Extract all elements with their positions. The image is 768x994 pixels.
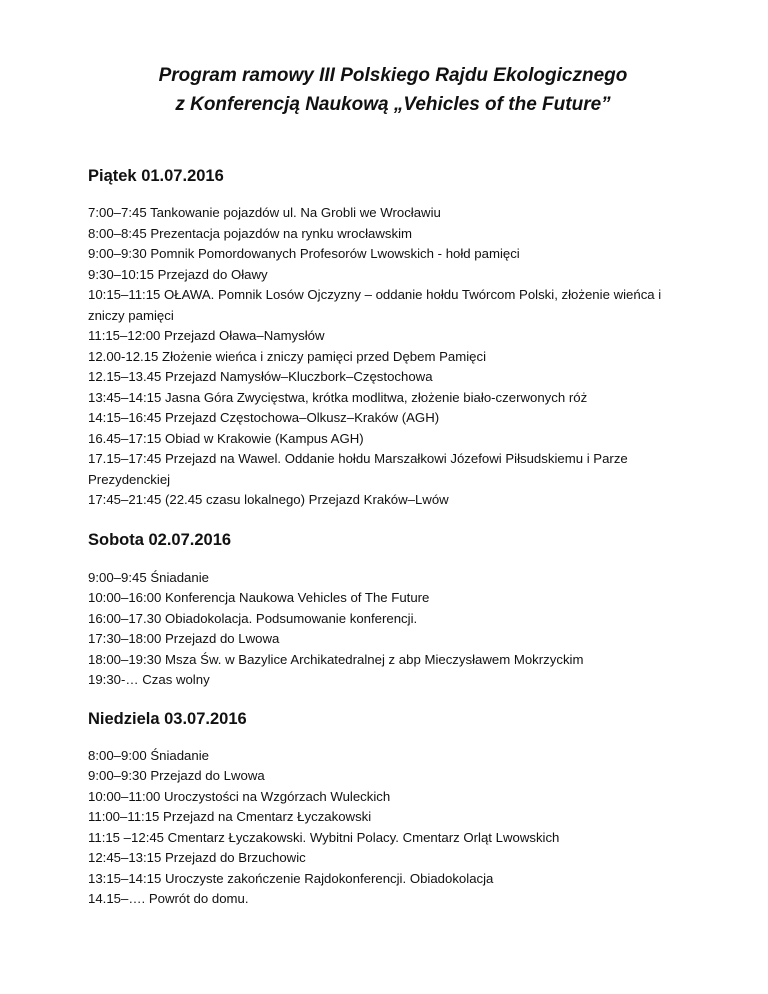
schedule-item: 8:00–8:45 Prezentacja pojazdów na rynku wrocławskim bbox=[88, 225, 412, 241]
schedule-item: 14:15–16:45 Przejazd Częstochowa–Olkusz–Kraków (AGH) bbox=[88, 410, 440, 425]
schedule-list-sunday bbox=[88, 746, 698, 910]
schedule-item: 11:00–11:15 Przejazd na Cmentarz Łyczakowski bbox=[88, 809, 372, 824]
day-heading-saturday: Sobota 02.07.2016 bbox=[88, 530, 232, 549]
schedule-item: 9:00–9:30 Przejazd do Lwowa bbox=[88, 768, 265, 783]
schedule-item: 11:15–12:00 Przejazd Oława–Namysłów bbox=[88, 328, 325, 343]
schedule-list-friday bbox=[88, 203, 698, 511]
title-line-2: z Konferencją Naukową „Vehicles of the Future” bbox=[175, 94, 611, 115]
day-heading-sunday: Niedziela 03.07.2016 bbox=[88, 709, 247, 728]
schedule-item: 12:45–13:15 Przejazd do Brzuchowic bbox=[88, 850, 306, 865]
schedule-item: 13:15–14:15 Uroczyste zakończenie Rajdokonferencji. Obiadokolacja bbox=[88, 870, 494, 886]
schedule-item: 16:00–17.30 Obiadokolacja. Podsumowanie konferencji. bbox=[88, 610, 418, 626]
schedule-item: 13:45–14:15 Jasna Góra Zwycięstwa, krótka modlitwa, złożenie biało-czerwonych róż bbox=[88, 389, 588, 405]
schedule-item: 19:30-… Czas wolny bbox=[88, 672, 210, 687]
schedule-item: 12.15–13.45 Przejazd Namysłów–Kluczbork–Częstochowa bbox=[88, 369, 433, 384]
schedule-item: 16.45–17:15 Obiad w Krakowie (Kampus AGH) bbox=[88, 430, 364, 446]
schedule-item: 10:15–11:15 OŁAWA. Pomnik Losów Ojczyzny – oddanie hołdu Twórcom Polski, złożenie wieńca i zniczy pamięci bbox=[88, 287, 662, 323]
schedule-item: 9:30–10:15 Przejazd do Oławy bbox=[88, 266, 268, 282]
schedule-item: 14.15–…. Powrót do domu. bbox=[88, 891, 249, 906]
schedule-item: 10:00–16:00 Konferencja Naukowa Vehicles of The Future bbox=[88, 590, 430, 605]
schedule-item: 9:00–9:45 Śniadanie bbox=[88, 569, 209, 585]
schedule-item: 8:00–9:00 Śniadanie bbox=[88, 747, 209, 763]
schedule-item: 10:00–11:00 Uroczystości na Wzgórzach Wuleckich bbox=[88, 788, 391, 804]
schedule-item: 9:00–9:30 Pomnik Pomordowanych Profesorów Lwowskich - hołd pamięci bbox=[88, 246, 520, 261]
title-line-1: Program ramowy III Polskiego Rajdu Ekologicznego bbox=[158, 65, 628, 86]
schedule-item: 17:45–21:45 (22.45 czasu lokalnego) Przejazd Kraków–Lwów bbox=[88, 492, 449, 507]
schedule-item: 11:15 –12:45 Cmentarz Łyczakowski. Wybitni Polacy. Cmentarz Orląt Lwowskich bbox=[88, 829, 560, 845]
schedule-item: 18:00–19:30 Msza Św. w Bazylice Archikatedralnej z abp Mieczysławem Mokrzyckim bbox=[88, 651, 584, 667]
schedule-item: 12.00-12.15 Złożenie wieńca i zniczy pamięci przed Dębem Pamięci bbox=[88, 348, 487, 364]
schedule-list-saturday bbox=[88, 568, 698, 691]
schedule-item: 17:30–18:00 Przejazd do Lwowa bbox=[88, 631, 280, 646]
page-title bbox=[88, 0, 698, 119]
schedule-item: 7:00–7:45 Tankowanie pojazdów ul. Na Grobli we Wrocławiu bbox=[88, 205, 441, 220]
day-heading-friday: Piątek 01.07.2016 bbox=[88, 167, 224, 185]
schedule-item: 17.15–17:45 Przejazd na Wawel. Oddanie hołdu Marszałkowi Józefowi Piłsudskiemu i Parze Prezydenckiej bbox=[88, 451, 628, 487]
